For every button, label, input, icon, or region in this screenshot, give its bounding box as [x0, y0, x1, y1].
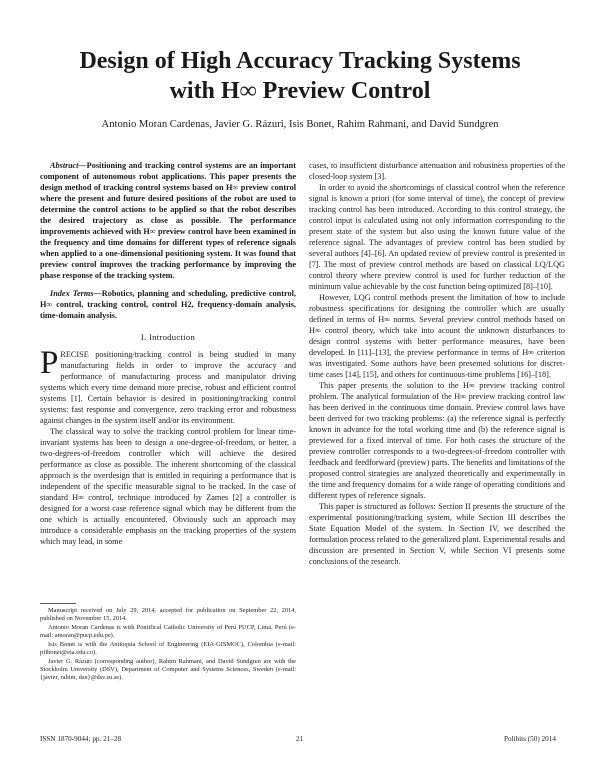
right-column [309, 160, 565, 567]
footer-page-number: 21 [296, 735, 304, 743]
abstract-label: Abstract [50, 161, 79, 170]
footnote-moran: Antonio Moran Cardenas is with Pontifical Catholic University of Perú PUCP, Lima, Perú (e-mail: amoran@pucp.edu.pe). [40, 624, 296, 639]
index-terms-text: —Robotics, planning and scheduling, predictive control, H∞ control, tracking control, control H2, frequency-domain analysis, time-domain analysis. [40, 289, 296, 320]
index-terms [40, 288, 296, 321]
footnote-rule [40, 603, 76, 604]
right-paragraph-4: This paper presents the solution to the H∞ preview tracking control problem. The analytical formulation of the H∞ preview tracking control law has been derived in the continuous time domain. Preview control laws have been derived for two tracking problems: (a) the reference signal is perfectly known in advance for the total working time and (b) the reference signal is previewed for a fixed interval of time. For both cases the structure of the preview controller corresponds to a two-degrees-of-freedom controller with feedback and feedforward (preview) parts. The benefits and limitations of the proposed control strategies are analyzed theoretically and experimentally in the time and frequency domains for a wide range of operating conditions and different types of reference signals. [309, 381, 565, 500]
author-list: Antonio Moran Cardenas, Javier G. Rázuri, Isis Bonet, Rahim Rahmani, and David Sundgren [101, 119, 499, 130]
title-line-1: Design of High Accuracy Tracking Systems [79, 48, 521, 74]
right-paragraph-1: cases, to insufficient disturbance attenuation and robustness properties of the closed-loop system [3]. [309, 161, 565, 181]
footnote-manuscript: Manuscript received on July 29, 2014, accepted for publication on September 22, 2014, published on November 15, 2014. [40, 607, 296, 622]
intro-paragraph-1 [40, 345, 296, 426]
intro-paragraph-1-text: RECISE positioning/tracking control is being studied in many manufacturing fields in order to improve the accuracy and performance of manufacturing process and manipulator driving systems which every time demand more precise, robust and efficient control systems [1]. Certain behavior is desired in positioning/tracking control systems: fast response and convergence, zero tracking error and robustness against changes in the system itself and/or its environment. [40, 350, 296, 425]
footnote-bonet: Isis Bonet is with the Antioquia School of Engineering (EIA-GISMOC), Colombia (e-mail: pfibonet@eia.edu.co). [40, 641, 296, 656]
abstract [40, 160, 296, 281]
title-line-2: with H∞ Preview Control [169, 78, 431, 104]
footer-issn: ISSN 1870-9044; pp. 21–28 [40, 735, 122, 743]
left-column [40, 160, 296, 547]
footnotes [40, 607, 296, 683]
right-paragraph-2: In order to avoid the shortcomings of classical control when the reference signal is known a priori (for some interval of time), the concept of preview tracking control has been introduced. According to this control strategy, the control input is calculated using not only information corresponding to the present state of the system but also using the known future value of the reference signal. The advantages of preview control has been studied by several authors [4]–[6]. An updated review of preview control is presented in [7]. The most of preview control methods are based on classical LQ/LQG control theory where preview control is used for further reduction of the minimum value achievable by the cost function being optimized [8]–[10]. [309, 183, 565, 291]
abstract-text: —Positioning and tracking control systems are an important component of autonomous robot applications. This paper presents the design method of tracking control systems based on H∞ preview control where the present and future desired positions of the robot are used to determine the control actions to be applied so that the robot describes the desired trajectory as close as possible. The performance improvements achieved with H∞ preview control have been examined in the frequency and time domains for different types of reference signals when applied to a one-dimensional positioning system. It was found that preview control improves the tracking performance by improving the phase response of the tracking system. [40, 161, 296, 280]
section-heading-introduction: I. Introduction [140, 332, 196, 342]
drop-cap: P [40, 345, 59, 381]
intro-paragraph-2: The classical way to solve the tracking control problem for linear time-invariant systems has been to design a one-degree-of-freedom, or better, a two-degrees-of-freedom controller which will achieve the desired performance as close as possible. The inherent shortcoming of the classical approach is the overdesign that is entitled in requiring a performance that is independent of the specific measurable signal to be tracked. In the case of standard H∞ control, technique introduced by Zames [2] a controller is designed for a worst case reference signal which may be different from the one which is actually encountered. Obviously such an approach may introduce a considerable emphasis on the tracking properties of the system which may lead, in some [40, 427, 296, 546]
index-terms-label: Index Terms [50, 289, 94, 298]
footnote-razuri: Javier G. Rázuri (corresponding author), Rahim Rahmani, and David Sundgren are with the Stockholm University (DSV), Department of Computer and Systems Sciences, Sweden (e-mail: {javier, rahim, dsn}@dsv.su.se). [40, 658, 296, 681]
right-paragraph-5: This paper is structured as follows: Section II presents the structure of the experimental positioning/tracking system, while Section III describes the State Equation Model of the system. In Section IV, we described the formulation process related to the generalized plant. Experimental results and discussion are presented in Section V, while Section VI presents some conclusions of the research. [309, 502, 565, 566]
right-paragraph-3: However, LQG control methods present the limitation of how to include robustness specifications for designing the controller which are usually defined in terms of H∞ norms. Several preview control methods based on H∞ control theory, which take into acount the unknown disturbances to design control systems with better performance measures, have been developed. In [11]–[13], the preview performance in terms of H∞ criterion was investigated. Some authors have been presented solutions for discret-time cases [14], [15], and others for continuous-time problems [16]–[18]. [309, 293, 565, 379]
paper-title [30, 46, 570, 106]
footer-journal: Polibits (50) 2014 [504, 735, 556, 743]
